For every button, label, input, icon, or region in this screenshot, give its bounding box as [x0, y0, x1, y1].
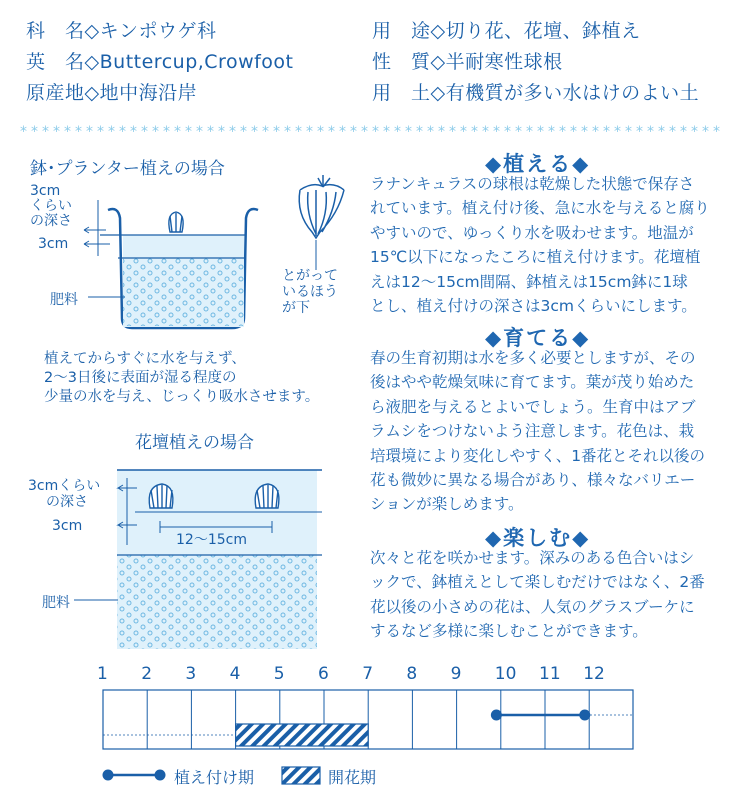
calendar-month-label: 1	[97, 664, 108, 684]
bed-fertilizer-label: 肥料	[42, 595, 70, 611]
section-body-enjoy: 次々と花を咲かせます。深みのある色合いはシ ックで、鉢植えとして楽しむだけではなく、2番 花以後の小さめの花は、人気のグラスブーケに するなど多様に楽しむことができます。	[370, 549, 705, 641]
divider-star: *	[559, 124, 566, 140]
divider-star: *	[493, 124, 500, 140]
divider-star: *	[504, 124, 511, 140]
divider-star: *	[647, 124, 654, 140]
calendar-month-label: 5	[273, 664, 285, 684]
divider-star: *	[427, 124, 434, 140]
section-heading-enjoy: ◆楽しむ◆	[485, 526, 591, 550]
divider-star: *	[460, 124, 467, 140]
info-family: 科 名◇キンポウゲ科	[26, 20, 217, 42]
calendar-month-label: 10	[494, 664, 517, 684]
planting-period-endpoint	[579, 710, 590, 721]
divider-star: *	[306, 124, 313, 140]
divider-star: *	[196, 124, 203, 140]
divider-star: *	[592, 124, 599, 140]
divider-star: *	[295, 124, 302, 140]
calendar-month-label: 4	[229, 664, 241, 684]
pot-depth-label: 3cm くらい の深さ	[30, 183, 72, 229]
divider-star: *	[636, 124, 643, 140]
divider-star: *	[174, 124, 181, 140]
bed-title: 花壇植えの場合	[135, 433, 254, 453]
divider-star: *	[372, 124, 379, 140]
pot-spacing-label: 3cm	[38, 236, 69, 252]
divider-star: *	[537, 124, 544, 140]
divider-star: *	[482, 124, 489, 140]
section-heading-plant: ◆植える◆	[485, 152, 591, 176]
calendar-month-label: 2	[141, 664, 153, 684]
divider-star: *	[218, 124, 225, 140]
divider-star: *	[284, 124, 291, 140]
bed-spacing-label: 3cm	[52, 518, 83, 534]
planting-period-endpoint	[491, 710, 502, 721]
divider-star: *	[449, 124, 456, 140]
calendar-month-label: 7	[362, 664, 374, 684]
divider-star: *	[108, 124, 115, 140]
divider-star: *	[31, 124, 38, 140]
divider-star: *	[405, 124, 412, 140]
divider-star: *	[383, 124, 390, 140]
divider-star: *	[394, 124, 401, 140]
divider-star: *	[141, 124, 148, 140]
calendar-month-label: 11	[539, 664, 561, 684]
pot-fertilizer-label: 肥料	[50, 292, 78, 308]
divider-star: *	[185, 124, 192, 140]
pot-note: 植えてからすぐに水を与えず、 2〜3日後に表面が湿る程度の 少量の水を与え、じっくり吸水させます。	[44, 351, 320, 405]
bed-distance-label: 12〜15cm	[176, 532, 247, 548]
divider-star: *	[702, 124, 709, 140]
section-body-grow: 春の生育初期は水を多く必要としますが、その 後はやや乾燥気味に育てます。葉が茂り始めた ら液肥を与えるとよいでしょう。生育中はアブ ラムシをつけないよう注意します。花色は、栽 培環境により変化しやすく、1番花とそれ以後の 花も微妙に異なる場合があり、様々なバリエー ションが楽しめます。	[370, 349, 706, 514]
calendar-month-label: 9	[450, 664, 462, 684]
divider-star: *	[273, 124, 280, 140]
divider-star: *	[317, 124, 324, 140]
divider-star: *	[75, 124, 82, 140]
divider-star: *	[240, 124, 247, 140]
info-english-name: 英 名◇Buttercup,Crowfoot	[26, 51, 294, 73]
divider-star: *	[614, 124, 621, 140]
divider-star: *	[713, 124, 720, 140]
divider-star: *	[229, 124, 236, 140]
divider-star: *	[669, 124, 676, 140]
divider-star: *	[570, 124, 577, 140]
divider-star: *	[163, 124, 170, 140]
divider-star: *	[361, 124, 368, 140]
divider-star: *	[658, 124, 665, 140]
section-heading-grow: ◆育てる◆	[485, 326, 591, 350]
divider-star: *	[53, 124, 60, 140]
info-origin: 原産地◇地中海沿岸	[26, 82, 198, 104]
divider-star: *	[603, 124, 610, 140]
divider-star: *	[548, 124, 555, 140]
flowering-period-bar	[236, 724, 369, 746]
divider-star: *	[86, 124, 93, 140]
calendar-month-label: 8	[406, 664, 418, 684]
divider-star: *	[328, 124, 335, 140]
calendar-month-label: 6	[318, 664, 329, 684]
divider-star: *	[680, 124, 687, 140]
divider-star: *	[581, 124, 588, 140]
divider-star: *	[97, 124, 104, 140]
divider-star: *	[526, 124, 533, 140]
info-usage: 用 途◇切り花、花壇、鉢植え	[372, 20, 641, 42]
divider-star: *	[42, 124, 49, 140]
divider-star: *	[691, 124, 698, 140]
legend-flowering-label: 開花期	[328, 768, 377, 787]
divider-star: *	[339, 124, 346, 140]
calendar-month-label: 12	[583, 664, 605, 684]
divider-star: *	[515, 124, 522, 140]
divider-star: *	[262, 124, 269, 140]
calendar-month-label: 3	[185, 664, 197, 684]
divider-star: *	[251, 124, 258, 140]
info-nature: 性 質◇半耐寒性球根	[372, 51, 563, 73]
divider-star: *	[207, 124, 214, 140]
section-body-plant: ラナンキュラスの球根は乾燥した状態で保存さ れています。植え付け後、急に水を与えると腐り やすいので、ゆっくり水を吸わせます。地温が 15℃以下になったころに植え付けます。花壇植 えは12〜15cm間隔、鉢植えは15cm鉢に1球 とし、植え付けの深さは3cmくらいにします。	[370, 175, 710, 316]
divider-star: *	[119, 124, 126, 140]
divider-star: *	[471, 124, 478, 140]
divider-star: *	[64, 124, 71, 140]
bed-illustration	[74, 470, 322, 649]
divider-stars	[20, 124, 720, 140]
divider-star: *	[130, 124, 137, 140]
divider-star: *	[20, 124, 27, 140]
divider-star: *	[416, 124, 423, 140]
divider-star: *	[350, 124, 357, 140]
legend-planting-label: 植え付け期	[174, 768, 255, 787]
calendar-bars	[236, 710, 591, 747]
bed-depth-label: 3cmくらい の深さ	[28, 478, 101, 510]
divider-star: *	[152, 124, 159, 140]
bulb-note: とがって いるほう が下	[282, 268, 338, 316]
info-soil: 用 土◇有機質が多い水はけのよい土	[372, 82, 700, 104]
divider-star: *	[625, 124, 632, 140]
divider-star: *	[438, 124, 445, 140]
pot-title: 鉢･プランター植えの場合	[30, 159, 225, 179]
